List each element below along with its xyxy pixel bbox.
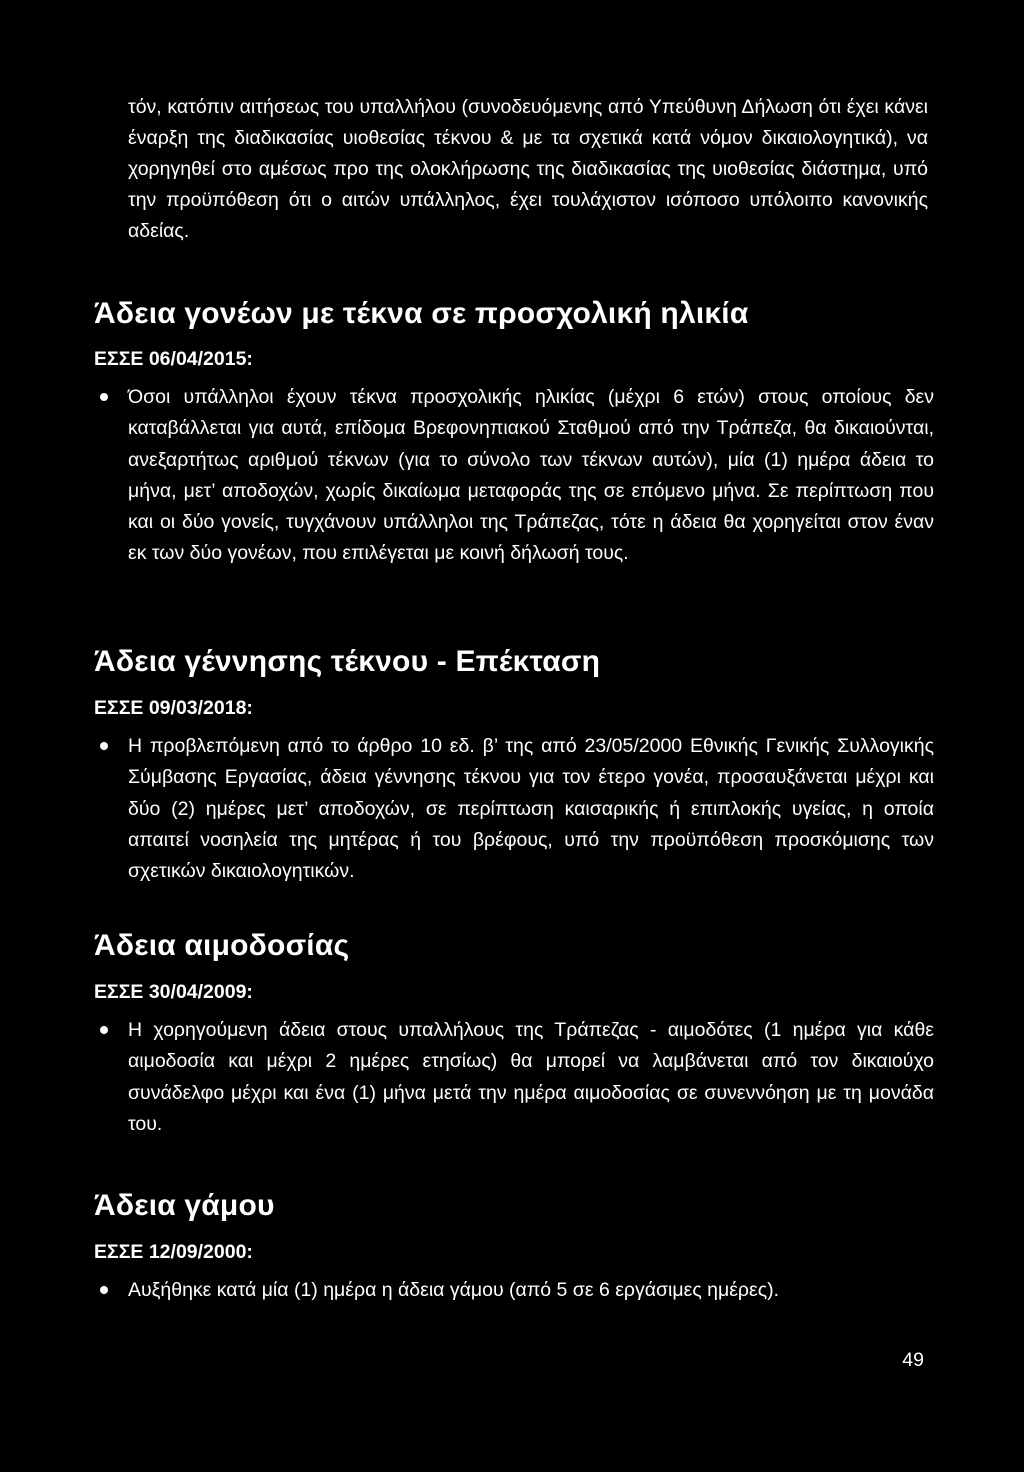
bullet-item <box>94 731 934 887</box>
section-reference: ΕΣΣΕ 09/03/2018: <box>94 697 253 719</box>
section-title: Άδεια αιμοδοσίας <box>94 929 350 962</box>
bullet-text: Η χορηγούμενη άδεια στους υπαλλήλους της Τράπεζας - αιμοδότες (1 ημέρα για κάθε αιμοδοσία και μέχρι 2 ημέρες ετησίως) θα μπορεί να λαμβάνεται από τον δικαιούχο συνάδελφο μέχρι και ένα (1) μήνα μετά την ημέρα αιμοδοσίας σε συνεννόηση με τη μονάδα του. <box>128 1019 934 1135</box>
section-title: Άδεια γονέων με τέκνα σε προσχολική ηλικία <box>94 297 749 330</box>
section-reference: ΕΣΣΕ 30/04/2009: <box>94 981 253 1003</box>
section-birth-leave <box>94 644 934 887</box>
page-number: 49 <box>902 1349 924 1371</box>
section-preschool-leave <box>94 296 934 570</box>
section-title: Άδεια γάμου <box>94 1189 275 1222</box>
section-marriage-leave <box>94 1188 934 1306</box>
section-reference: ΕΣΣΕ 12/09/2000: <box>94 1241 253 1263</box>
section-blood-donation-leave <box>94 928 934 1140</box>
bullet-text: Όσοι υπάλληλοι έχουν τέκνα προσχολικής ηλικίας (μέχρι 6 ετών) στους οποίους δεν καταβάλλεται για αυτά, επίδομα Βρεφονηπιακού Σταθμού από την Τράπεζα, θα δικαιούνται, ανεξαρτήτως αριθμού τέκνων (για το σύνολο των τέκνων αυτών), μία (1) ημέρα άδεια το μήνα, μετ’ αποδοχών, χωρίς δικαίωμα μεταφοράς της σε επόμενο μήνα. Σε περίπτωση που και οι δύο γονείς, τυγχάνουν υπάλληλοι της Τράπεζας, τότε η άδεια θα χορηγείται στον έναν εκ των δύο γονέων, που επιλέγεται με κοινή δήλωσή τους. <box>128 386 934 565</box>
bullet-item <box>94 1275 934 1306</box>
bullet-text: Αυξήθηκε κατά μία (1) ημέρα η άδεια γάμου (από 5 σε 6 εργάσιμες ημέρες). <box>128 1279 780 1301</box>
bullet-text: Η προβλεπόμενη από το άρθρο 10 εδ. β’ της από 23/05/2000 Εθνικής Γενικής Συλλογικής Σύμβασης Εργασίας, άδεια γέννησης τέκνου για τον έτερο γονέα, προσαυξάνεται μέχρι και δύο (2) ημέρες μετ’ αποδοχών, σε περίπτωση καισαρικής ή επιπλοκής υγείας, η οποία απαιτεί νοσηλεία της μητέρας ή του βρέφους, υπό την προϋπόθεση προσκόμισης των σχετικών δικαιολογητικών. <box>128 735 934 883</box>
bullet-icon <box>100 742 108 750</box>
section-title: Άδεια γέννησης τέκνου - Επέκταση <box>94 645 601 678</box>
bullet-icon <box>100 393 108 401</box>
bullet-icon <box>100 1026 108 1034</box>
bullet-item <box>94 1015 934 1140</box>
bullet-icon <box>100 1286 108 1294</box>
bullet-item <box>94 382 934 570</box>
section-reference: ΕΣΣΕ 06/04/2015: <box>94 348 253 370</box>
intro-paragraph: τόν, κατόπιν αιτήσεως του υπαλλήλου (συνοδευόμενης από Υπεύθυνη Δήλωση ότι έχει κάνει έναρξη της διαδικασίας υιοθεσίας τέκνου & με τα σχετικά κατά νόμον δικαιολογητικά), να χορηγηθεί στο αμέσως προ της ολοκλήρωσης της διαδικασίας της υιοθεσίας διάστημα, υπό την προϋπόθεση ότι ο αιτών υπάλληλος, έχει τουλάχιστον ισόποσο υπόλοιπο κανονικής αδείας. <box>128 96 928 242</box>
